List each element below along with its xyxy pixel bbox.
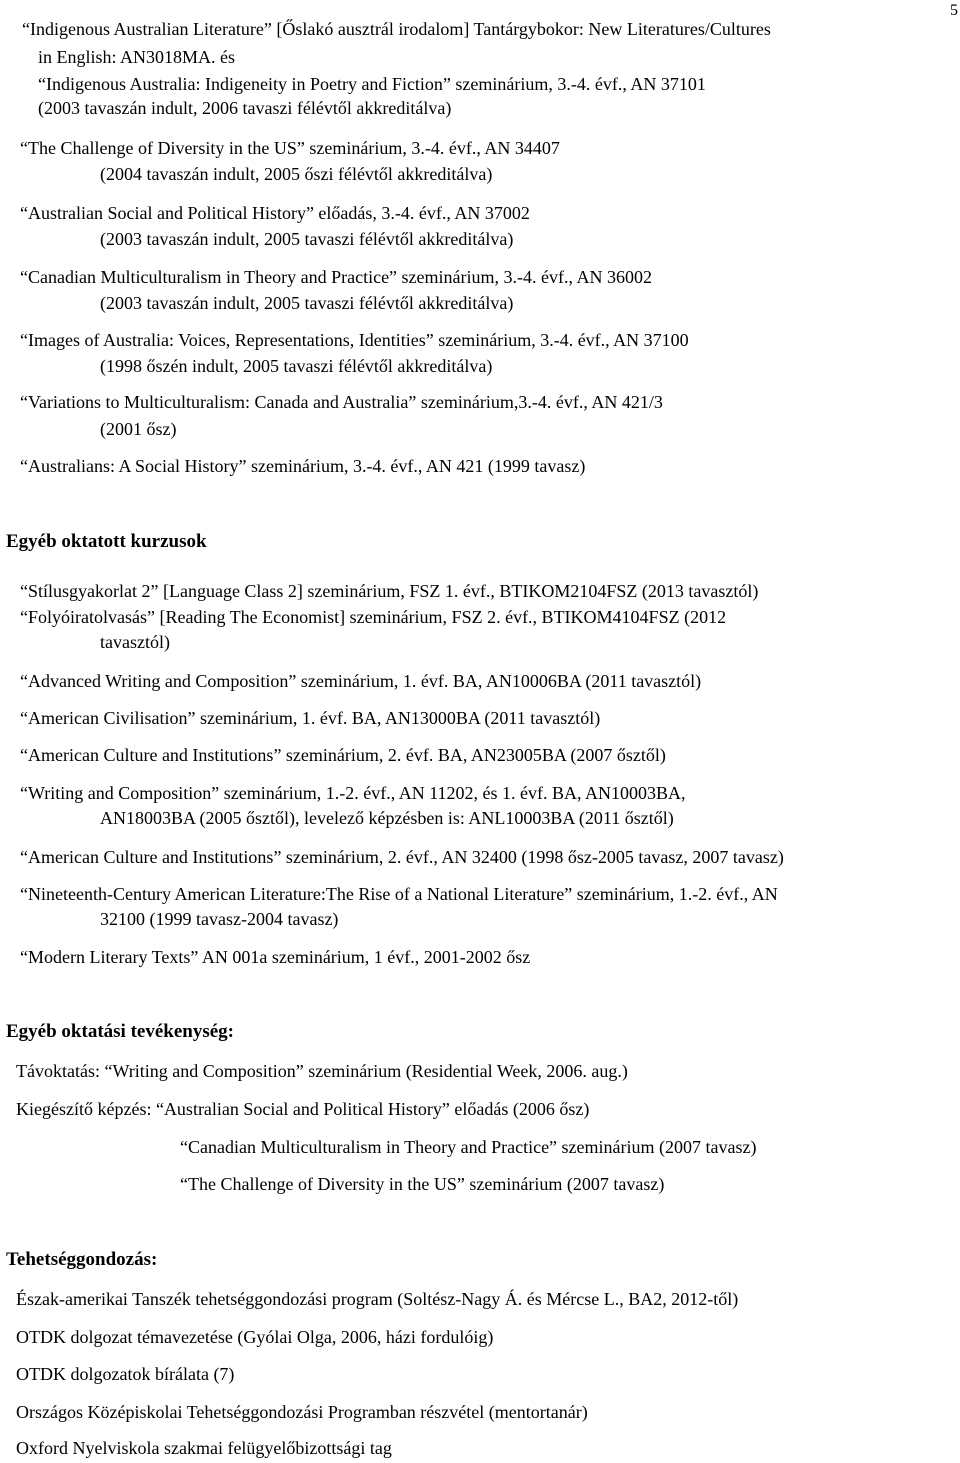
course-line: (1998 őszén indult, 2005 tavaszi félévtől akkreditálva): [100, 356, 493, 376]
course-line: “Australians: A Social History” szeminárium, 3.-4. évf., AN 421 (1999 tavasz): [20, 456, 586, 476]
course-line: “Nineteenth-Century American Literature:The Rise of a National Literature” szeminárium, 1.-2. évf., AN: [20, 884, 778, 904]
course-line: (2001 ősz): [100, 419, 177, 439]
course-line: AN18003BA (2005 ősztől), levelező képzésben is: ANL10003BA (2011 ősztől): [100, 808, 674, 828]
course-line: (2003 tavaszán indult, 2005 tavaszi félévtől akkreditálva): [100, 293, 514, 313]
talent-line: OTDK dolgozatok bírálata (7): [16, 1364, 235, 1384]
course-line: “Images of Australia: Voices, Representations, Identities” szeminárium, 3.-4. évf., AN 37100: [20, 330, 689, 350]
course-line: “Variations to Multiculturalism: Canada and Australia” szeminárium,3.-4. évf., AN 421/3: [20, 392, 663, 412]
course-line: “Indigenous Australian Literature” [Őslakó ausztrál irodalom] Tantárgybokor: New Literatures/Cultures: [22, 19, 771, 39]
course-line: (2003 tavaszán indult, 2005 tavaszi félévtől akkreditálva): [100, 229, 514, 249]
course-line: “Canadian Multiculturalism in Theory and Practice” szeminárium, 3.-4. évf., AN 36002: [20, 267, 653, 287]
activity-line: “The Challenge of Diversity in the US” szeminárium (2007 tavasz): [180, 1174, 665, 1194]
course-line: (2003 tavaszán indult, 2006 tavaszi félévtől akkreditálva): [38, 98, 452, 118]
course-line: “Indigenous Australia: Indigeneity in Poetry and Fiction” szeminárium, 3.-4. évf., AN 37101: [38, 74, 706, 94]
talent-line: Országos Középiskolai Tehetséggondozási Programban részvétel (mentortanár): [16, 1402, 588, 1422]
page-number: 5: [950, 2, 958, 19]
activity-line: “Canadian Multiculturalism in Theory and Practice” szeminárium (2007 tavasz): [180, 1137, 757, 1157]
course-line: “Modern Literary Texts” AN 001a szeminárium, 1 évf., 2001-2002 ősz: [20, 947, 531, 967]
course-line: “American Civilisation” szeminárium, 1. évf. BA, AN13000BA (2011 tavasztól): [20, 708, 601, 728]
course-line: in English: AN3018MA. és: [38, 47, 236, 67]
activity-line: Távoktatás: “Writing and Composition” szeminárium (Residential Week, 2006. aug.): [16, 1061, 628, 1081]
course-line: “Stílusgyakorlat 2” [Language Class 2] szeminárium, FSZ 1. évf., BTIKOM2104FSZ (2013 tavasztól): [20, 581, 759, 601]
course-line: “Writing and Composition” szeminárium, 1.-2. évf., AN 11202, és 1. évf. BA, AN10003BA,: [20, 783, 686, 803]
course-line: “The Challenge of Diversity in the US” szeminárium, 3.-4. évf., AN 34407: [20, 138, 560, 158]
course-line: “American Culture and Institutions” szeminárium, 2. évf. BA, AN23005BA (2007 ősztől): [20, 745, 666, 765]
course-line: “Advanced Writing and Composition” szeminárium, 1. évf. BA, AN10006BA (2011 tavasztól): [20, 671, 702, 691]
section-heading-other-teaching: Egyéb oktatási tevékenység:: [6, 1021, 234, 1042]
course-line: (2004 tavaszán indult, 2005 őszi félévtől akkreditálva): [100, 164, 493, 184]
activity-line: Kiegészítő képzés: “Australian Social and Political History” előadás (2006 ősz): [16, 1099, 590, 1119]
course-line: tavasztól): [100, 632, 170, 652]
section-heading-other-courses: Egyéb oktatott kurzusok: [6, 531, 207, 552]
talent-line: Oxford Nyelviskola szakmai felügyelőbizottsági tag: [16, 1438, 392, 1458]
course-line: “Australian Social and Political History” előadás, 3.-4. évf., AN 37002: [20, 203, 530, 223]
course-line: “Folyóiratolvasás” [Reading The Economist] szeminárium, FSZ 2. évf., BTIKOM4104FSZ (2012: [20, 607, 727, 627]
course-line: “American Culture and Institutions” szeminárium, 2. évf., AN 32400 (1998 ősz-2005 tavasz, 2007 tavasz): [20, 847, 784, 867]
talent-line: OTDK dolgozat témavezetése (Gyólai Olga, 2006, házi fordulóig): [16, 1327, 494, 1347]
section-heading-talent: Tehetséggondozás:: [6, 1249, 158, 1270]
talent-line: Észak-amerikai Tanszék tehetséggondozási program (Soltész-Nagy Á. és Mércse L., BA2, 2012-től): [16, 1289, 739, 1309]
course-line: 32100 (1999 tavasz-2004 tavasz): [100, 909, 339, 929]
